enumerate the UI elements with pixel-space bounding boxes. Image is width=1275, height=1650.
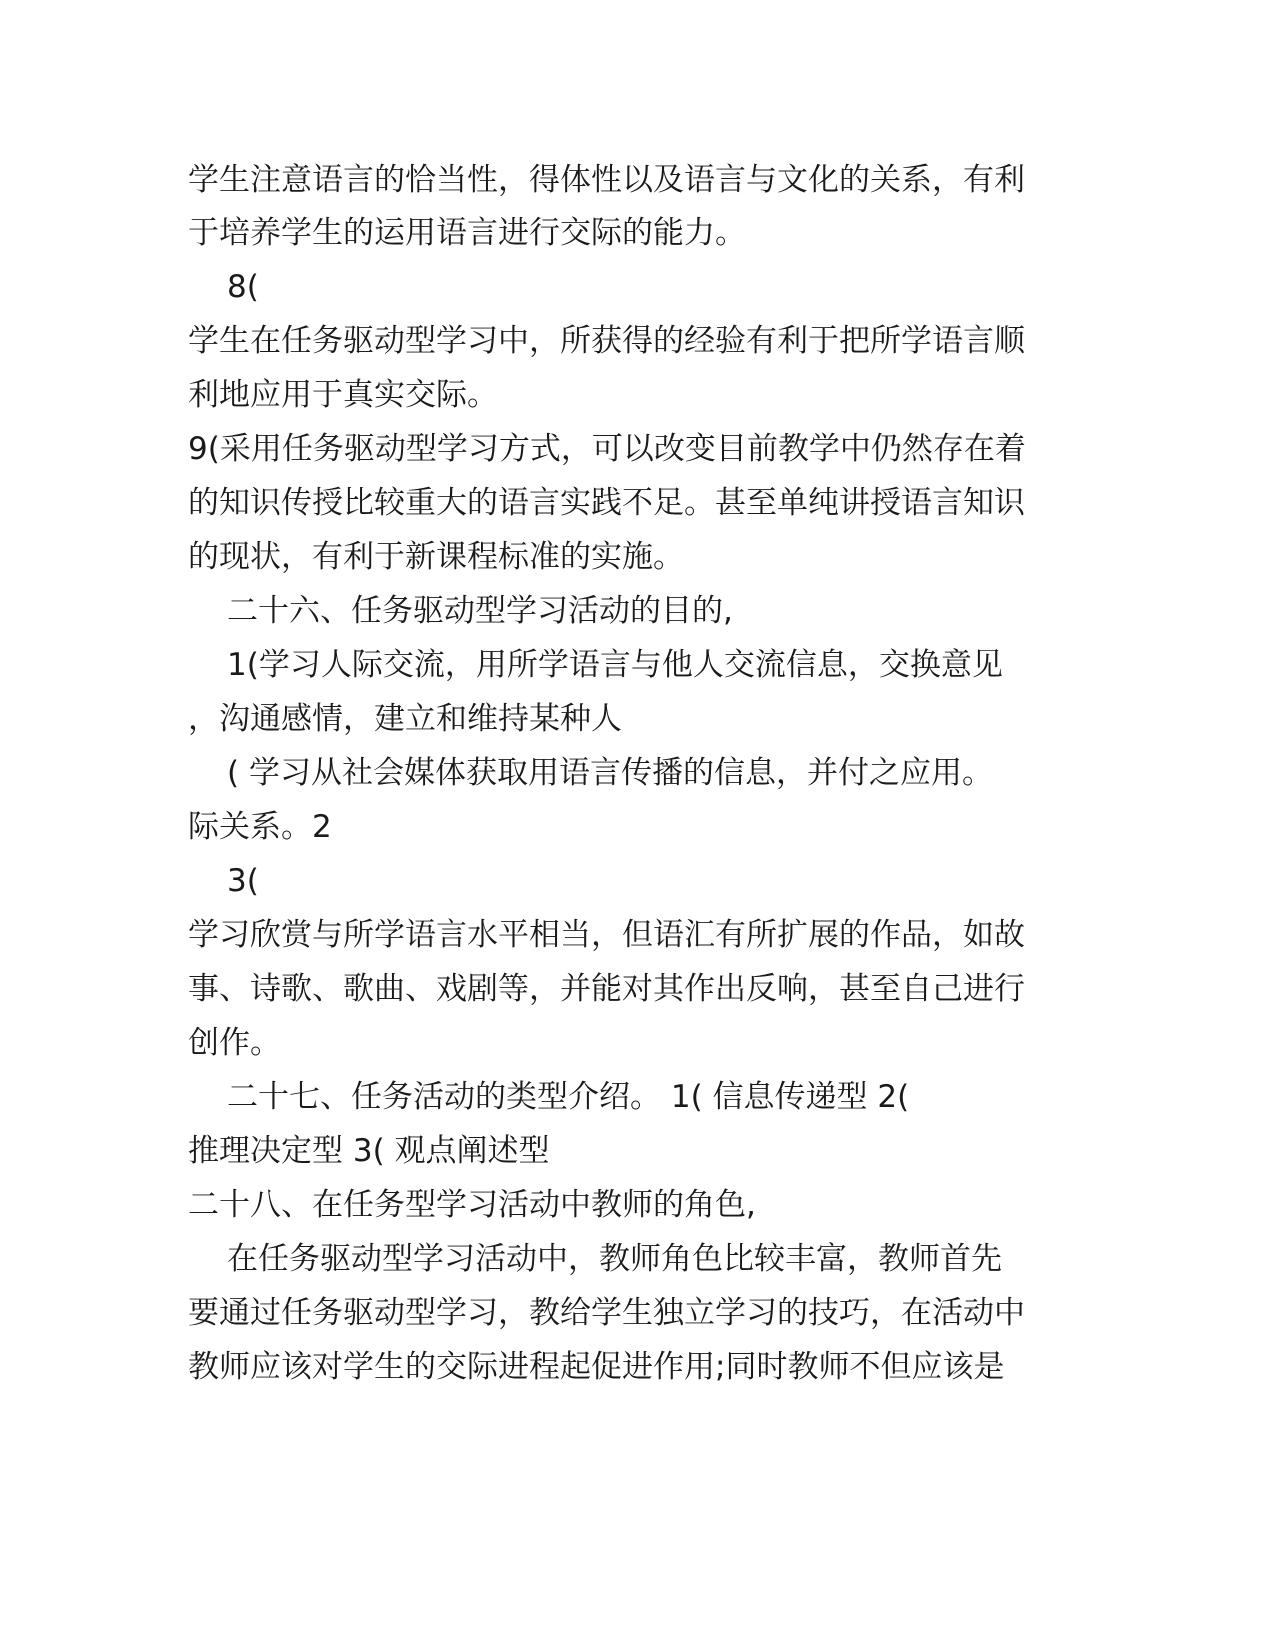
text-line: 学生在任务驱动型学习中，所获得的经验有利于把所学语言顺 — [188, 323, 1025, 359]
text-line: ( 学习从社会媒体获取用语言传播的信息，并付之应用。 — [227, 755, 993, 791]
text-line: 要通过任务驱动型学习，教给学生独立学习的技巧，在活动中 — [188, 1295, 1025, 1331]
text-line: 于培养学生的运用语言进行交际的能力。 — [188, 215, 746, 251]
text-line: 学习欣赏与所学语言水平相当，但语汇有所扩展的作品，如故 — [188, 917, 1025, 953]
section-heading: 二十七、任务活动的类型介绍。 1( 信息传递型 2( — [227, 1079, 910, 1115]
text-line: 8( — [227, 269, 259, 305]
text-line: 推理决定型 3( 观点阐述型 — [188, 1133, 550, 1169]
text-line: 在任务驱动型学习活动中，教师角色比较丰富，教师首先 — [227, 1241, 1002, 1277]
section-heading: 二十六、任务驱动型学习活动的目的, — [227, 593, 733, 629]
text-line: 1(学习人际交流，用所学语言与他人交流信息，交换意见 — [227, 647, 1003, 683]
text-line: ，沟通感情，建立和维持某种人 — [188, 701, 622, 737]
text-line: 创作。 — [188, 1025, 281, 1061]
text-line: 际关系。2 — [188, 809, 332, 845]
text-line: 9(采用任务驱动型学习方式，可以改变目前教学中仍然存在着 — [188, 431, 1026, 467]
text-line: 的知识传授比较重大的语言实践不足。甚至单纯讲授语言知识 — [188, 485, 1025, 521]
section-heading: 二十八、在任务型学习活动中教师的角色, — [188, 1187, 756, 1223]
text-line: 的现状，有利于新课程标准的实施。 — [188, 539, 684, 575]
text-line: 事、诗歌、歌曲、戏剧等，并能对其作出反响，甚至自己进行 — [188, 971, 1025, 1007]
text-line: 教师应该对学生的交际进程起促进作用;同时教师不但应该是 — [188, 1349, 1005, 1385]
text-line: 学生注意语言的恰当性，得体性以及语言与文化的关系，有利 — [188, 162, 1025, 198]
text-line: 3( — [227, 863, 259, 899]
text-line: 利地应用于真实交际。 — [188, 377, 498, 413]
